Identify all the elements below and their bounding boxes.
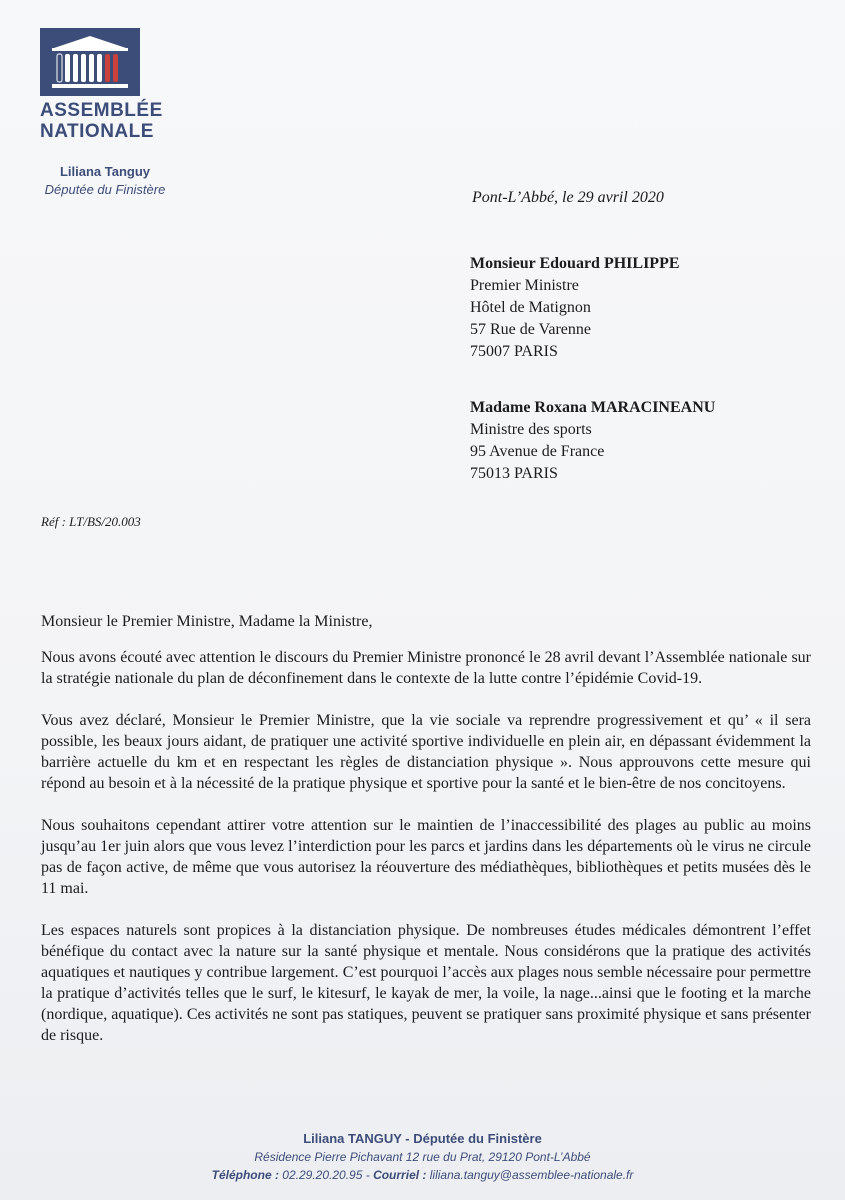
letter-footer <box>0 1130 845 1184</box>
recipient-line: Ministre des sports <box>470 421 592 438</box>
footer-email-label: Courriel : <box>373 1168 427 1182</box>
logo-line-2: NATIONALE <box>40 121 154 142</box>
footer-phone-label: Téléphone : <box>211 1168 279 1182</box>
sender-role: Députée du Finistère <box>44 182 166 197</box>
recipient-line: 57 Rue de Varenne <box>470 321 591 338</box>
recipient-line: 95 Avenue de France <box>470 443 605 460</box>
body-paragraph: Nous avons écouté avec attention le discours du Premier Ministre prononcé le 28 avril devant l’Assemblée nationale sur la stratégie nationale du plan de déconfinement dans le contexte de la lutte contre l’épidémie Covid-19. <box>41 649 811 687</box>
assemblee-nationale-logo <box>40 28 163 142</box>
footer-phone: 02.29.20.20.95 <box>282 1168 363 1182</box>
recipient-block-2 <box>470 397 715 485</box>
salutation: Monsieur le Premier Ministre, Madame la Ministre, <box>41 613 373 630</box>
recipient-block-1 <box>470 253 680 363</box>
logo-line-1: ASSEMBLÉE <box>40 100 163 121</box>
letter-date: Pont-L’Abbé, le 29 avril 2020 <box>472 189 664 206</box>
footer-address: Résidence Pierre Pichavant 12 rue du Prat, 29120 Pont-L’Abbé <box>254 1150 591 1164</box>
recipient-line: Hôtel de Matignon <box>470 299 591 316</box>
footer-separator: - <box>365 1168 374 1182</box>
body-paragraph: Nous souhaitons cependant attirer votre attention sur le maintien de l’inaccessibilité des plages au public au moins jusqu’au 1er juin alors que vous levez l’interdiction pour les parcs et jardins dans les départements où le virus ne circule pas de façon active, de même que vous autorisez la réouverture des médiathèques, bibliothèques et petits musées dès le 11 mai. <box>41 817 811 897</box>
reference-number: Réf : LT/BS/20.003 <box>41 514 141 529</box>
recipient-line: Premier Ministre <box>470 277 579 294</box>
body-paragraph: Vous avez déclaré, Monsieur le Premier Ministre, que la vie sociale va reprendre progressivement et qu’ « il sera possible, les beaux jours aidant, de pratiquer une activité sportive individuelle en plein air, en dépassant évidemment la barrière actuelle du km et en respectant les règles de distanciation physique ». Nous approuvons cette mesure qui répond au besoin et à la nécessité de la pratique physique et sportive pour la santé et le bien-être de nos concitoyens. <box>41 712 811 792</box>
letter-body <box>41 647 811 1067</box>
footer-name: Liliana TANGUY - Députée du Finistère <box>303 1131 542 1146</box>
recipient-line: 75013 PARIS <box>470 465 558 482</box>
body-paragraph: Les espaces naturels sont propices à la distanciation physique. De nombreuses études médicales démontrent l’effet bénéfique du contact avec la nature sur la santé physique et mentale. Nous considérons que la pratique des activités aquatiques et nautiques y contribue largement. C’est pourquoi l’accès aux plages nous semble nécessaire pour permettre la pratique d’activités telles que le surf, le kitesurf, le kayak de mer, la voile, la nage...ainsi que le footing et la marche (nordique, aquatique). Ces activités ne sont pas statiques, peuvent se pratiquer sans proximité physique et sans présenter de risque. <box>41 922 811 1044</box>
sender-block <box>30 164 180 197</box>
logo-wordmark <box>40 100 163 142</box>
footer-email[interactable]: liliana.tanguy@assemblee-nationale.fr <box>429 1168 634 1182</box>
recipient-line: 75007 PARIS <box>470 343 558 360</box>
sender-name: Liliana Tanguy <box>59 164 151 179</box>
recipient-name: Monsieur Edouard PHILIPPE <box>470 255 680 272</box>
recipient-name: Madame Roxana MARACINEANU <box>470 399 716 416</box>
footer-contact <box>0 1166 845 1184</box>
hemicycle-icon <box>40 28 140 96</box>
